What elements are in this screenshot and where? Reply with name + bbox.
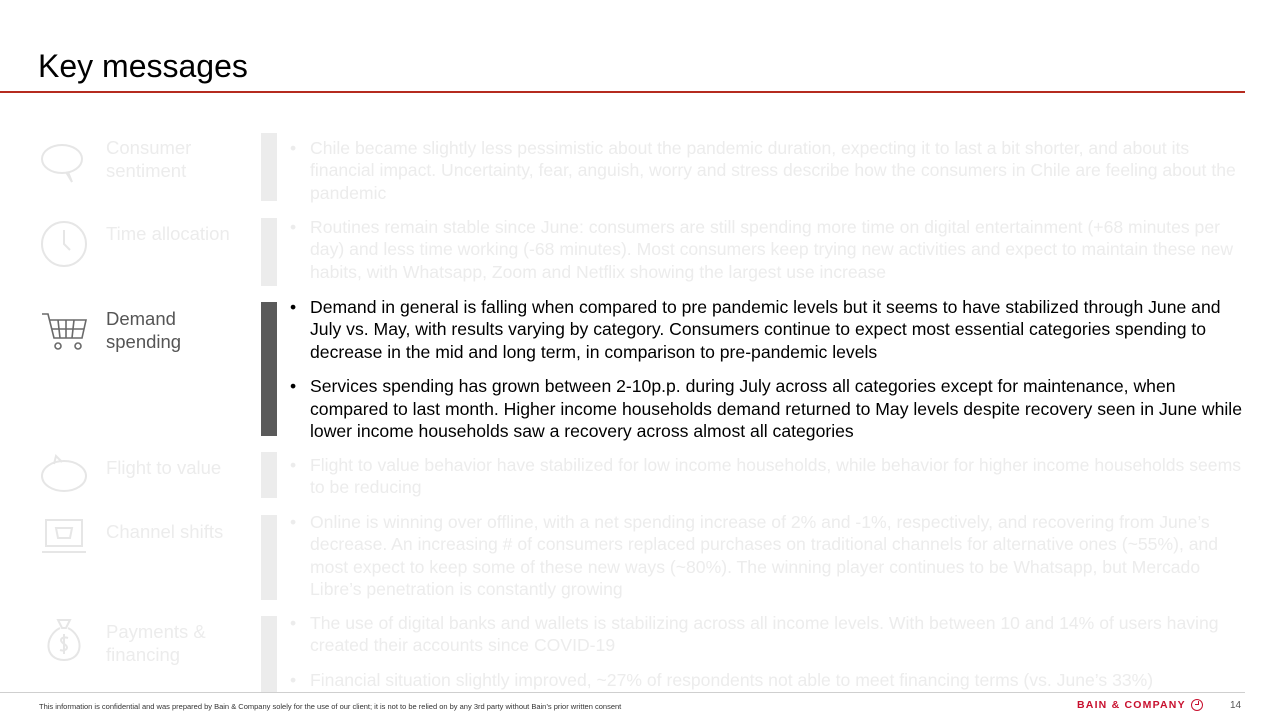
company-logo xyxy=(1077,699,1203,711)
row-bar xyxy=(261,302,277,436)
bullet-item: • Flight to value behavior have stabilized for low income households, while behavior for higher income households seems to be reducing xyxy=(290,454,1242,499)
footer-divider xyxy=(0,692,1245,693)
bullet-item: • Services spending has grown between 2-10p.p. during July across all categories except for maintenance, when compared to last month. Higher income households demand returned to May levels despite recovery seen in June while lower income households saw a recovery across almost all categories xyxy=(290,375,1242,442)
row-bar xyxy=(261,133,277,201)
row-label: Time allocation xyxy=(106,223,230,244)
row-bar xyxy=(261,515,277,600)
bullet-item: • Chile became slightly less pessimistic about the pandemic duration, expecting it to last a bit shorter, and about its financial impact. Uncertainty, fear, anguish, worry and stress describe how the consumers in Chile are feeling about the pandemic xyxy=(290,137,1242,204)
row-label: Payments & financing xyxy=(106,621,206,665)
speech-bubble-icon xyxy=(38,139,90,187)
page-title: Key messages xyxy=(38,48,248,84)
bullet-list xyxy=(290,137,1242,216)
logo-text: BAIN & COMPANY xyxy=(1077,699,1186,711)
bullet-list xyxy=(290,216,1242,295)
row-label: Channel shifts xyxy=(106,521,224,542)
row-label: Consumer sentiment xyxy=(106,137,192,181)
row-bar xyxy=(261,452,277,498)
laptop-cart-icon xyxy=(38,514,90,562)
row-bar xyxy=(261,218,277,286)
piggy-bank-icon xyxy=(38,452,90,500)
bullet-list xyxy=(290,454,1242,511)
title-underline xyxy=(0,91,1245,93)
bullet-list xyxy=(290,511,1242,613)
row-label: Demand spending xyxy=(106,308,182,352)
money-bag-icon xyxy=(38,616,90,664)
clock-icon xyxy=(38,220,90,268)
bullet-item: • Routines remain stable since June: consumers are still spending more time on digital entertainment (+68 minutes per day) and less time working (-68 minutes). Most consumers keep trying new activities and expect to maintain these new habits, with Whatsapp, Zoom and Netflix showing the largest use increase xyxy=(290,216,1242,283)
bullet-list xyxy=(290,612,1242,703)
row-bar xyxy=(261,616,277,692)
bullet-item: • Financial situation slightly improved, ~27% of respondents not able to meet financing terms (vs. June’s 33%) xyxy=(290,669,1242,691)
shopping-cart-icon xyxy=(38,308,90,356)
row-label: Flight to value xyxy=(106,457,222,478)
bullet-item: • Demand in general is falling when compared to pre pandemic levels but it seems to have stabilized through June and July vs. May, with results varying by category. Consumers continue to expect most essential categories spending to decrease in the mid and long term, in comparison to pre-pandemic levels xyxy=(290,296,1242,363)
bullet-item: • Online is winning over offline, with a net spending increase of 2% and -1%, respectively, and recovering from June’s decrease. An increasing # of consumers replaced purchases on traditional channels for alternative ones (~55%), and most expect to keep some of these new ways (~80%). The winning player continues to be Whatsapp, but Mercado Libre’s penetration is constantly growing xyxy=(290,511,1242,601)
bullet-item: • The use of digital banks and wallets is stabilizing across all income levels. With between 10 and 14% of users having created their accounts since COVID-19 xyxy=(290,612,1242,657)
logo-mark-icon xyxy=(1191,699,1203,711)
bullet-list xyxy=(290,296,1242,454)
page-number: 14 xyxy=(1230,700,1242,711)
footer-disclaimer: This information is confidential and was prepared by Bain & Company solely for the use of our client; it is not to be relied on by any 3rd party without Bain’s prior written consent xyxy=(39,702,622,711)
